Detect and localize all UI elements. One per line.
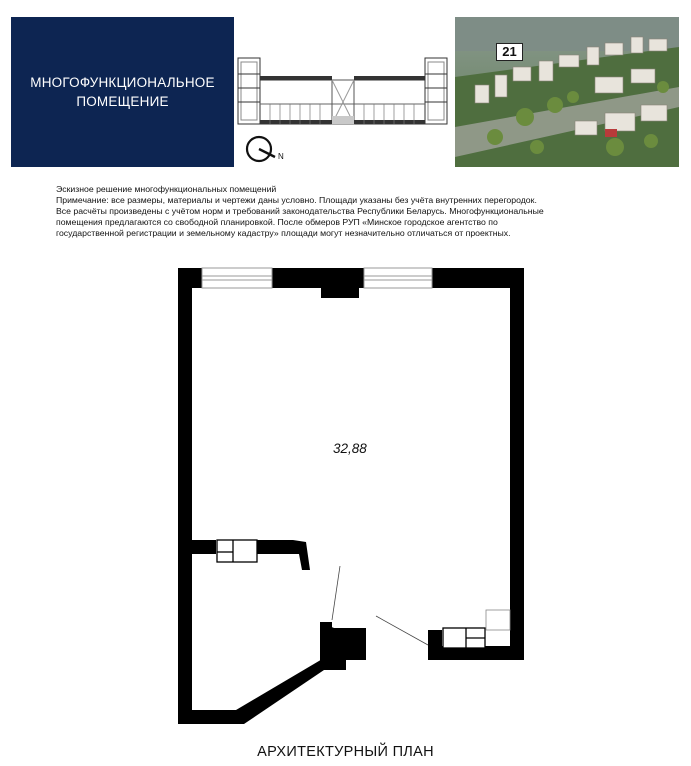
floor-plan <box>176 262 524 728</box>
building-number-label: 21 <box>496 43 523 61</box>
notes-block <box>56 184 656 239</box>
compass-icon <box>243 133 293 167</box>
plan-caption: АРХИТЕКТУРНЫЙ ПЛАН <box>257 744 434 760</box>
note-line: государственной регистрации и земельному кадастру» площади могут незначительно отличаться от проектных. <box>56 228 511 239</box>
key-plan <box>236 54 449 127</box>
title-block <box>11 17 234 167</box>
plan-walls <box>178 268 524 724</box>
aerial-view-image <box>455 17 679 167</box>
note-line: Все расчёты произведены с учётом норм и требований законодательства Республики Беларусь. Многофункциональные <box>56 206 544 217</box>
note-line: помещения предлагаются со свободной планировкой. После обмеров РУП «Минское городское агентство по <box>56 217 498 228</box>
title-line-2: ПОМЕЩЕНИЕ <box>76 94 169 109</box>
note-line: Эскизное решение многофункциональных помещений <box>56 184 277 194</box>
compass-north-label: N <box>278 152 284 161</box>
room-area-label: 32,88 <box>333 441 367 456</box>
note-line: Примечание: все размеры, материалы и чертежи даны условно. Площади указаны без учёта внутренних перегородок. <box>56 195 537 206</box>
title-line-1: МНОГОФУНКЦИОНАЛЬНОЕ <box>30 75 215 90</box>
